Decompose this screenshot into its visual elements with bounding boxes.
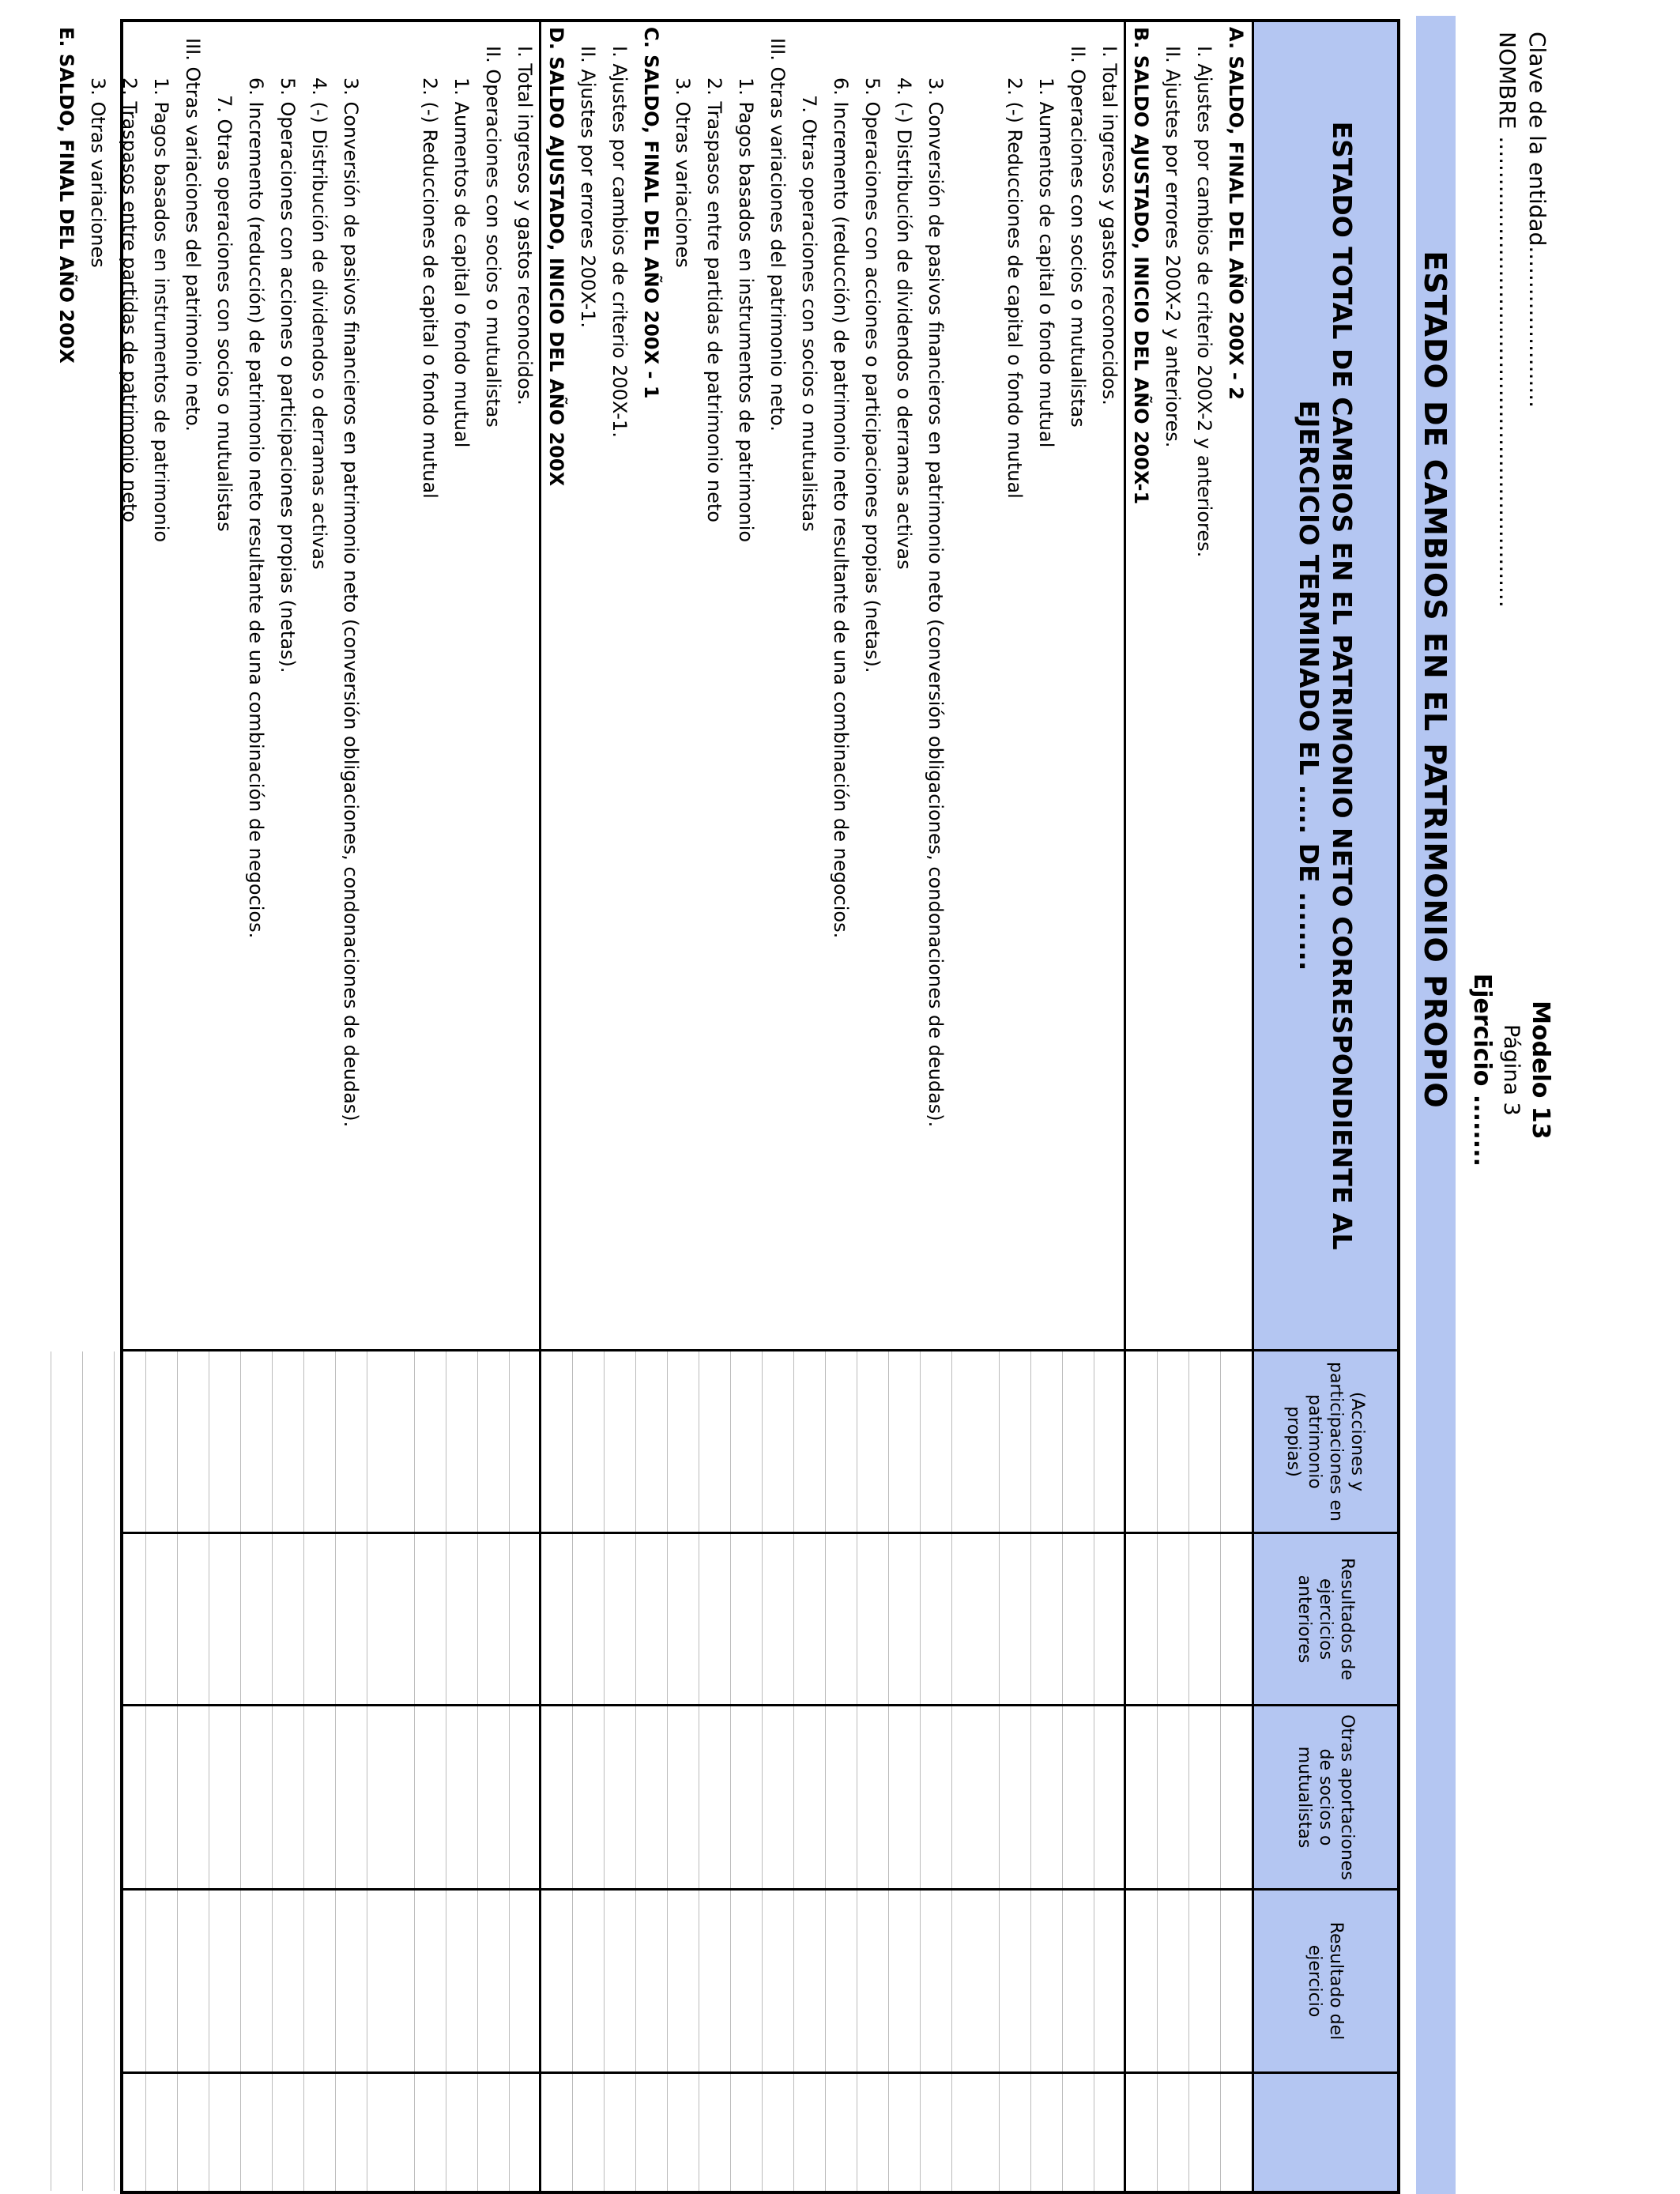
table-row-label: 3. Otras variaciones xyxy=(672,77,694,268)
model-header xyxy=(1467,974,1555,1167)
row-rule xyxy=(730,1351,731,2191)
row-rule xyxy=(825,1351,826,2191)
table-row-label: B. SALDO AJUSTADO, INICIO DEL AÑO 200X-1 xyxy=(1130,27,1152,505)
row-rule xyxy=(951,1351,952,2191)
table-row-label: 6. Incremento (reducción) de patrimonio neto resultante de una combinación de negocios. xyxy=(245,77,267,939)
table-row-label: 1. Pagos basados en instrumentos de patrimonio xyxy=(735,77,757,543)
row-rule xyxy=(1030,1351,1031,2191)
row-rule xyxy=(999,1351,1000,2191)
row-rule xyxy=(477,1351,478,2191)
row-rule xyxy=(303,1351,304,2191)
table-row-label xyxy=(951,22,999,27)
row-rule xyxy=(604,1351,605,2191)
column-header-label: Resultados de ejercicios anteriores xyxy=(1294,1558,1357,1680)
table-row-label: 1. Pagos basados en instrumentos de patrimonio xyxy=(150,77,172,543)
column-header-label: Resultado del ejercicio xyxy=(1305,1921,1347,2041)
table-row-label: 2. Traspasos entre partidas de patrimonio neto xyxy=(119,77,141,522)
fiscal-year-label: Ejercicio ........ xyxy=(1468,973,1496,1167)
column-rule xyxy=(123,1888,1397,1891)
column-rule xyxy=(123,2071,1397,2074)
table-row-label: II. Ajustes por errores 200X-1. xyxy=(577,46,599,329)
column-rule xyxy=(123,1349,1397,1351)
table-row-label: II. Operaciones con socios o mutualistas xyxy=(482,46,504,428)
equity-changes-table xyxy=(55,19,1400,2194)
column-header xyxy=(1252,1351,1397,1534)
row-rule xyxy=(414,1351,415,2191)
table-row-label: II. Operaciones con socios o mutualistas xyxy=(1067,46,1089,428)
table-row-label: 4. (-) Distribución de dividendos o derramas activas xyxy=(308,77,330,570)
page-title: ESTADO DE CAMBIOS EN EL PATRIMONIO PROPIO xyxy=(1418,251,1452,1109)
table-row-label: 1. Aumentos de capital o fondo mutual xyxy=(450,77,473,448)
column-header-label: (Acciones y participaciones en patrimonio propias) xyxy=(1283,1362,1368,1521)
row-rule xyxy=(272,1351,273,2191)
table-row-label: 3. Otras variaciones xyxy=(87,77,109,268)
row-rule xyxy=(539,1351,541,2191)
table-row-label: 2. Traspasos entre partidas de patrimonio neto xyxy=(703,77,725,522)
statement-title: ESTADO TOTAL DE CAMBIOS EN EL PATRIMONIO NETO CORRESPONDIENTE AL EJERCICIO TERMINADO EL ..... DE ........ xyxy=(1294,121,1358,1250)
model-label: Modelo 13 xyxy=(1527,1001,1554,1140)
row-rule xyxy=(667,1351,668,2191)
row-rule xyxy=(509,1351,510,2191)
row-rule xyxy=(762,1351,763,2191)
table-row-label: I. Ajustes por cambios de criterio 200X-2 y anteriores. xyxy=(1193,46,1215,558)
statement-title-cell xyxy=(1252,22,1397,1351)
table-row-label: 1. Aumentos de capital o fondo mutual xyxy=(1035,77,1057,448)
column-rule xyxy=(123,1532,1397,1534)
row-rule xyxy=(1188,1351,1189,2191)
table-row-label: A. SALDO, FINAL DEL AÑO 200X - 2 xyxy=(1225,27,1247,400)
entity-header xyxy=(1492,32,1552,608)
column-header-blank xyxy=(1252,2074,1397,2191)
row-rule xyxy=(240,1351,241,2191)
table-row-label: I. Total ingresos y gastos reconocidos. xyxy=(1098,46,1121,405)
column-header xyxy=(1252,1706,1397,1891)
entity-name-label: NOMBRE ................................................................... xyxy=(1494,32,1520,608)
row-rule xyxy=(572,1351,573,2191)
row-rule xyxy=(82,1351,83,2191)
table-row-label: I. Ajustes por cambios de criterio 200X-1. xyxy=(608,46,631,438)
row-rule xyxy=(635,1351,636,2191)
table-row-label: 4. (-) Distribución de dividendos o derramas activas xyxy=(893,77,915,570)
table-row-label xyxy=(367,22,414,27)
table-row-label: 7. Otras operaciones con socios o mutualistas xyxy=(213,95,235,532)
entity-key-label: Clave de la entidad....................... xyxy=(1524,32,1550,409)
table-row-label: 6. Incremento (reducción) de patrimonio neto resultante de una combinación de negocios. xyxy=(830,77,852,939)
table-row-label: II. Ajustes por errores 200X-2 y anteriores. xyxy=(1162,46,1184,448)
table-row-label: I. Total ingresos y gastos reconocidos. xyxy=(514,46,536,405)
table-row-label: E. SALDO, FINAL DEL AÑO 200X xyxy=(55,27,77,364)
row-rule xyxy=(145,1351,146,2191)
column-header xyxy=(1252,1891,1397,2074)
column-header xyxy=(1252,1534,1397,1706)
row-rule xyxy=(920,1351,921,2191)
table-row-label: 3. Conversión de pasivos financieros en patrimonio neto (conversión obligaciones, condonaciones de deudas). xyxy=(340,77,362,1128)
row-rule xyxy=(1062,1351,1063,2191)
column-rule xyxy=(123,1704,1397,1706)
table-row-label: III. Otras variaciones del patrimonio neto. xyxy=(182,38,204,432)
row-rule xyxy=(1157,1351,1158,2191)
table-row-label: 3. Conversión de pasivos financieros en patrimonio neto (conversión obligaciones, condonaciones de deudas). xyxy=(925,77,947,1128)
table-row-label: 7. Otras operaciones con socios o mutualistas xyxy=(798,95,820,532)
row-rule xyxy=(888,1351,889,2191)
row-rule xyxy=(177,1351,178,2191)
row-rule xyxy=(1220,1351,1221,2191)
row-rule xyxy=(335,1351,336,2191)
row-rule xyxy=(793,1351,794,2191)
table-row-label: III. Otras variaciones del patrimonio neto. xyxy=(767,38,789,432)
table-row-label: 5. Operaciones con acciones o participaciones propias (netas). xyxy=(861,77,883,673)
table-row-label: D. SALDO AJUSTADO, INICIO DEL AÑO 200X xyxy=(545,27,567,487)
page-label: Página 3 xyxy=(1499,1024,1524,1116)
table-row-label: 2. (-) Reducciones de capital o fondo mutual xyxy=(419,77,441,499)
table-row-label: 5. Operaciones con acciones o participaciones propias (netas). xyxy=(277,77,299,673)
table-row-label: 2. (-) Reducciones de capital o fondo mutual xyxy=(1004,77,1026,499)
row-rule xyxy=(1124,1351,1126,2191)
row-rule xyxy=(114,1351,115,2191)
column-header-label: Otras aportaciones de socios o mutualistas xyxy=(1294,1714,1357,1880)
table-row-label: C. SALDO, FINAL DEL AÑO 200X - 1 xyxy=(640,27,662,399)
